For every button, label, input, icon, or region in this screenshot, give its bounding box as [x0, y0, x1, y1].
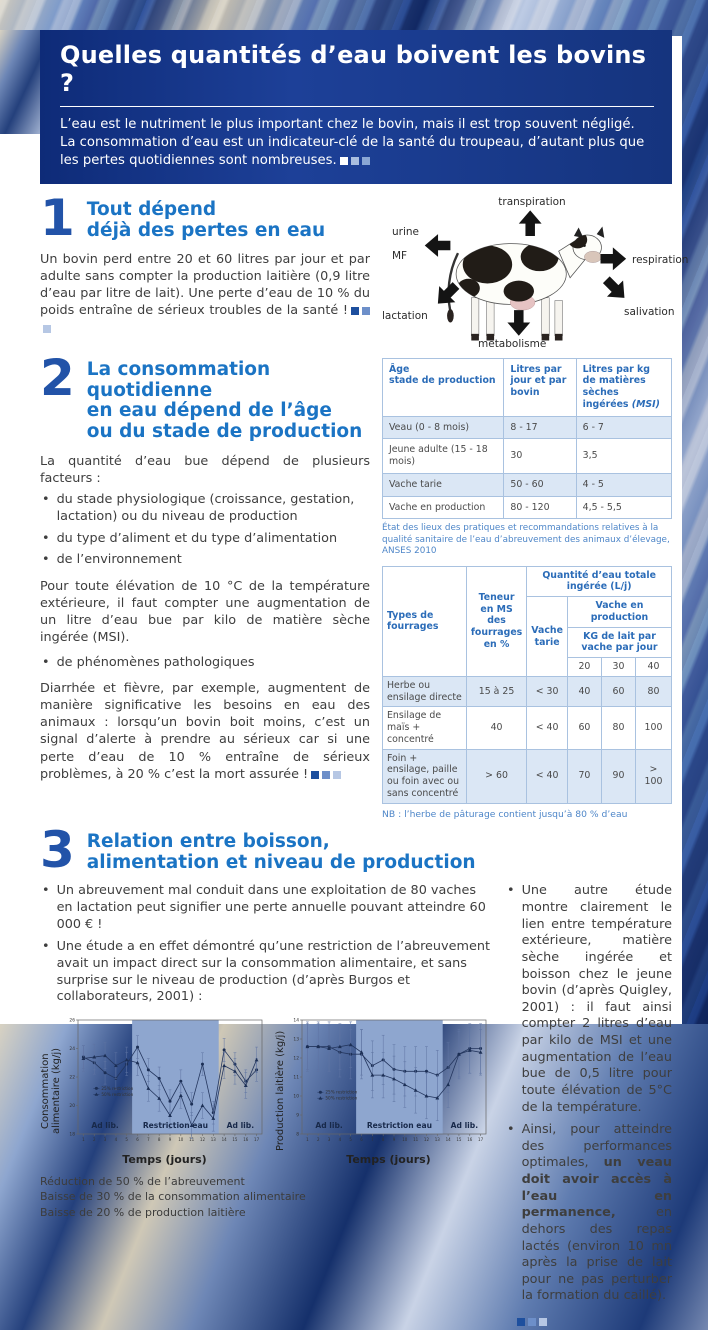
square	[539, 1318, 547, 1326]
svg-text:13: 13	[210, 1136, 216, 1142]
bullet-text-normal: Ainsi, pour atteindre des performances optimales,	[521, 1122, 672, 1171]
page-title: Quelles quantités d’eau boivent les bovins ?	[60, 41, 654, 107]
svg-text:6: 6	[360, 1136, 363, 1142]
svg-text:7: 7	[371, 1136, 374, 1142]
table-cell: 100	[635, 707, 671, 749]
table-cell: 60	[567, 707, 601, 749]
table-cell: Herbe ou ensilage directe	[383, 676, 467, 707]
section-3-number: 3	[40, 820, 75, 879]
table-source-note: État des lieux des pratiques et recommandations relatives à la qualité sanitaire de l’eau d’abreuvement des animaux d’élevage, ANSES 2010	[382, 523, 670, 557]
svg-text:8: 8	[157, 1136, 161, 1142]
svg-text:12: 12	[293, 1056, 299, 1062]
table-row	[383, 749, 672, 803]
table-cell: Jeune adulte (15 - 18 mois)	[383, 439, 504, 474]
table-header-cell: Teneur en MS des fourrages en %	[466, 566, 526, 676]
svg-text:11: 11	[293, 1075, 299, 1081]
svg-text:5: 5	[125, 1136, 128, 1142]
table-header-row	[383, 358, 672, 416]
square	[351, 157, 359, 165]
table-cell: 80	[635, 676, 671, 707]
table-cell: 8 - 17	[504, 416, 576, 439]
table-row	[383, 707, 672, 749]
decorative-squares	[337, 153, 370, 168]
section-1	[40, 188, 689, 350]
table-cell: 70	[567, 749, 601, 803]
caption-line: Baisse de 30 % de la consommation alimentaire	[40, 1190, 306, 1204]
svg-text:17: 17	[254, 1136, 260, 1142]
page-header	[40, 30, 672, 184]
chart-y-axis-label: Production laitière (kg/j)	[275, 1030, 286, 1151]
white-page	[0, 36, 689, 1304]
square	[333, 771, 341, 779]
label-salivation: salivation	[624, 305, 675, 318]
label-transpiration: transpiration	[498, 195, 566, 208]
label-lactation: lactation	[382, 309, 428, 322]
table-row	[383, 439, 672, 474]
svg-text:4: 4	[338, 1136, 342, 1142]
square	[351, 307, 359, 315]
section-3-title	[87, 830, 476, 874]
water-intake-by-forage-table	[382, 566, 672, 804]
arrow-down-metabolisme	[507, 310, 530, 336]
svg-text:12: 12	[199, 1136, 206, 1142]
table-cell: > 60	[466, 749, 526, 803]
bullet-item	[40, 552, 370, 569]
section-1-title-line2: déjà des pertes en eau	[86, 219, 326, 241]
bullet-text: de phénomènes pathologiques	[56, 654, 255, 670]
svg-text:13: 13	[293, 1037, 299, 1043]
bullet-text: du type d’aliment et du type d’alimentation	[56, 530, 338, 546]
table-cell: 80 - 120	[504, 496, 576, 519]
bullet-dot: •	[42, 492, 50, 508]
charts-row	[40, 1016, 491, 1166]
square	[322, 771, 330, 779]
section-2-title	[87, 358, 370, 444]
svg-text:15: 15	[456, 1136, 462, 1142]
table-nb-note: NB : l’herbe de pâturage contient jusqu’à 80 % d’eau	[382, 808, 628, 820]
table-cell: Veau (0 - 8 mois)	[383, 416, 504, 439]
svg-text:50% restriction: 50% restriction	[101, 1091, 134, 1097]
square	[528, 1318, 536, 1326]
bullet-item	[40, 655, 370, 672]
arrow-downright-salivation	[598, 271, 632, 305]
table-header-cell: Litres par kg de matières sèches ingérées (MSI)	[576, 358, 671, 416]
svg-text:2: 2	[92, 1136, 96, 1142]
svg-text:8: 8	[381, 1136, 385, 1142]
table-cell: 3,5	[576, 439, 671, 474]
feed-intake-chart	[40, 1016, 267, 1166]
section-2-para3-text: Diarrhée et fièvre, par exemple, augmentent de manière significative les besoins en eau des animaux : lorsqu’un bovin boit moins, c’est un signal d’alerte à prendre au sérieux car si une perte d’eau de 10 % entraîne de sérieux problèmes, à 20 % c’est la mort assurée !	[40, 681, 370, 782]
section-1-text	[40, 188, 370, 337]
svg-text:Restriction eau: Restriction eau	[142, 1120, 209, 1130]
cow-tail	[449, 253, 458, 312]
section-2	[40, 348, 672, 820]
section-3-title-line2: alimentation et niveau de production	[86, 851, 476, 873]
section-2-title-line2: en eau dépend de l’âge	[86, 400, 332, 422]
svg-text:16: 16	[467, 1136, 473, 1142]
caption-line: Baisse de 20 % de production laitière	[40, 1205, 246, 1219]
table-cell: > 100	[635, 749, 671, 803]
table-header-cell: 40	[635, 658, 671, 677]
svg-text:13: 13	[434, 1136, 440, 1142]
square	[517, 1318, 525, 1326]
table-header-cell: 30	[601, 658, 635, 677]
section-1-body	[40, 251, 370, 336]
table-cell: 40	[466, 707, 526, 749]
square	[362, 307, 370, 315]
svg-text:3: 3	[327, 1136, 331, 1142]
milk-production-plot	[286, 1016, 491, 1148]
table-row	[383, 496, 672, 519]
table-cell: Ensilage de maïs + concentré	[383, 707, 467, 749]
section-2-tables	[382, 358, 672, 820]
svg-text:2: 2	[316, 1136, 320, 1142]
table-cell: Vache en production	[383, 496, 504, 519]
section-2-title-line1: La consommation quotidienne	[86, 358, 271, 401]
chart-x-axis-label: Temps (jours)	[122, 1152, 207, 1166]
table-cell: < 30	[527, 676, 568, 707]
table-cell: 90	[601, 749, 635, 803]
svg-text:6: 6	[136, 1136, 139, 1142]
decorative-squares	[308, 767, 341, 782]
table-row	[383, 676, 672, 707]
cow-water-loss-diagram	[380, 195, 689, 350]
svg-text:26: 26	[69, 1018, 75, 1024]
bullet-dot: •	[42, 939, 50, 955]
table-cell: Vache tarie	[383, 473, 504, 496]
bullet-item	[40, 531, 370, 548]
label-urine: urine	[392, 225, 420, 238]
table-header-cell: Litres par jour et par bovin	[504, 358, 576, 416]
table-cell: 4 - 5	[576, 473, 671, 496]
svg-text:Ad lib.: Ad lib.	[315, 1120, 343, 1130]
svg-text:14: 14	[293, 1018, 299, 1024]
table-row	[383, 416, 672, 439]
table-header-cell: Quantité d’eau totale ingérée (L/j)	[527, 566, 672, 597]
chart-x-axis-label: Temps (jours)	[346, 1152, 431, 1166]
table-cell: 80	[601, 707, 635, 749]
svg-text:25% restriction: 25% restriction	[325, 1089, 358, 1095]
bullet-dot: •	[507, 883, 515, 899]
svg-text:17: 17	[478, 1136, 484, 1142]
table-cell: 4,5 - 5,5	[576, 496, 671, 519]
bullet-item	[40, 492, 370, 525]
section-2-para3	[40, 680, 370, 782]
section-1-title	[87, 198, 325, 242]
section-1-number: 1	[40, 188, 75, 247]
table-header-cell: Types de fourrages	[383, 566, 467, 676]
arrow-up-transpiration	[519, 210, 542, 236]
section-3-left-column	[40, 877, 491, 1329]
bullet-item	[505, 883, 672, 1116]
svg-text:Ad lib.: Ad lib.	[91, 1120, 119, 1130]
bullet-text	[522, 1122, 672, 1305]
decorative-squares	[514, 1313, 672, 1330]
svg-text:Restriction eau: Restriction eau	[366, 1120, 433, 1130]
svg-text:10: 10	[402, 1136, 408, 1142]
svg-text:15: 15	[232, 1136, 238, 1142]
bullet-dot: •	[42, 654, 50, 670]
caption-line: Réduction de 50 % de l’abreuvement	[40, 1174, 245, 1188]
section-1-body-text: Un bovin perd entre 20 et 60 litres par jour et par adulte sans compter la production laitière (0,9 litre d’eau par litre de lait). Une perte d’eau de 10 % du poids entraîne de sérieux troubles de la santé !	[40, 252, 370, 319]
table-cell: 50 - 60	[504, 473, 576, 496]
square	[43, 325, 51, 333]
svg-text:12: 12	[423, 1136, 430, 1142]
table-header-cell: 20	[567, 658, 601, 677]
svg-text:50% restriction: 50% restriction	[325, 1095, 358, 1101]
bullet-dot: •	[507, 1122, 515, 1138]
bullet-item	[40, 939, 491, 1006]
label-metabolisme: métabolisme	[478, 337, 547, 350]
table-header-cell: Âge stade de production	[383, 358, 504, 416]
table-cell: 6 - 7	[576, 416, 671, 439]
svg-text:16: 16	[243, 1136, 249, 1142]
milk-production-chart	[275, 1016, 491, 1166]
svg-text:3: 3	[103, 1136, 107, 1142]
arrow-right-respiration	[601, 247, 627, 270]
section-2-para2: Pour toute élévation de 10 °C de la température extérieure, il faut compter une augmentation de un litre d’eau bue par kilo de matière sèche ingérée (MSI).	[40, 578, 370, 645]
svg-text:4: 4	[114, 1136, 118, 1142]
water-intake-by-age-table	[382, 358, 672, 520]
svg-text:9: 9	[296, 1113, 299, 1119]
table-cell: < 40	[527, 707, 568, 749]
bullet-dot: •	[42, 530, 50, 546]
section-3	[40, 820, 672, 1330]
svg-text:Ad lib.: Ad lib.	[450, 1120, 479, 1130]
svg-text:7: 7	[147, 1136, 150, 1142]
bullet-text: Une autre étude montre clairement le lien entre température extérieure, matière sèche ingérée et boisson chez le jeune bovin (d’après Quigley, 2001) : il faut ainsi compter 2 litres d’eau par kilo de MSI et une augmentation de l’eau bue de 0,5 litre pour toute élévation de 5°C de la température.	[521, 883, 672, 1115]
table-header-cell: Vache en production	[567, 597, 671, 628]
section-2-number: 2	[40, 348, 75, 407]
bullet-dot: •	[42, 552, 50, 568]
table-header-cell: Vache tarie	[527, 597, 568, 677]
svg-text:11: 11	[413, 1136, 419, 1142]
bullet-dot: •	[42, 883, 50, 899]
table-header-cell: KG de lait par vache par jour	[567, 627, 671, 658]
bullet-text-normal: en dehors des repas lactés (environ 10 mn après la prise de lait pour ne pas perturber la formation du caillé).	[521, 1205, 672, 1304]
svg-text:22: 22	[69, 1075, 75, 1081]
bullet-text: Une étude a en effet démontré qu’une restriction de l’abreuvement avait un impact direct sur la consommation alimentaire, et sans surprise sur le niveau de production (d’après Burgos et collaborateurs, 2001) :	[56, 939, 490, 1005]
header-intro-text: L’eau est le nutriment le plus important chez le bovin, mais il est trop souvent négligé. La consommation d’eau est un indicateur-clé de la santé du troupeau, d’autant plus que les pertes quotidiennes sont nombreuses.	[60, 117, 645, 169]
svg-text:10: 10	[293, 1094, 299, 1100]
svg-text:1: 1	[82, 1136, 85, 1142]
header-intro	[60, 116, 654, 171]
table-row	[383, 473, 672, 496]
chart-captions	[40, 1174, 491, 1220]
label-mf: MF	[392, 249, 408, 262]
svg-text:9: 9	[168, 1136, 172, 1142]
bullet-text: de l’environnement	[56, 552, 182, 568]
table-cell: 60	[601, 676, 635, 707]
table-cell: Foin + ensilage, paille ou foin avec ou sans concentré	[383, 749, 467, 803]
svg-text:14: 14	[221, 1136, 227, 1142]
svg-text:1: 1	[306, 1136, 309, 1142]
bullet-item	[40, 883, 491, 933]
table-cell: 40	[567, 676, 601, 707]
svg-text:9: 9	[392, 1136, 396, 1142]
svg-text:25% restriction: 25% restriction	[101, 1085, 134, 1091]
section-1-title-line1: Tout dépend	[86, 198, 217, 220]
bullet-item	[505, 1122, 672, 1305]
cow-illustration	[380, 195, 688, 350]
bullet-text: Un abreuvement mal conduit dans une exploitation de 80 vaches en lactation peut signifier une perte annuelle pouvant atteindre 60 000 € !	[56, 883, 486, 932]
svg-text:11: 11	[189, 1136, 195, 1142]
svg-text:20: 20	[69, 1103, 75, 1109]
table-cell: < 40	[527, 749, 568, 803]
svg-text:18: 18	[69, 1132, 75, 1138]
section-2-title-line3: ou du stade de production	[86, 421, 363, 443]
svg-text:8: 8	[296, 1132, 299, 1138]
table-header-row	[383, 566, 672, 597]
feed-intake-plot	[62, 1016, 267, 1148]
section-2-text	[40, 348, 370, 792]
section-2-intro: La quantité d’eau bue dépend de plusieurs facteurs :	[40, 454, 370, 487]
square	[362, 157, 370, 165]
square	[340, 157, 348, 165]
section-3-right-column	[505, 877, 672, 1329]
svg-text:Ad lib.: Ad lib.	[226, 1120, 255, 1130]
arrow-left-urine	[425, 234, 451, 257]
bullet-text-bold: un veau doit avoir accès à l’eau en permanence,	[521, 1155, 672, 1221]
svg-text:10: 10	[178, 1136, 184, 1142]
chart-y-axis-label: Consommation alimentaire (kg/j)	[40, 1047, 62, 1134]
table-cell: 30	[504, 439, 576, 474]
table-cell: 15 à 25	[466, 676, 526, 707]
square	[311, 771, 319, 779]
svg-text:24: 24	[69, 1046, 75, 1052]
section-3-title-line1: Relation entre boisson,	[86, 830, 330, 852]
svg-text:5: 5	[349, 1136, 352, 1142]
svg-text:14: 14	[445, 1136, 451, 1142]
bullet-text: du stade physiologique (croissance, gestation, lactation) ou du niveau de production	[56, 492, 355, 524]
label-respiration: respiration	[632, 253, 689, 266]
